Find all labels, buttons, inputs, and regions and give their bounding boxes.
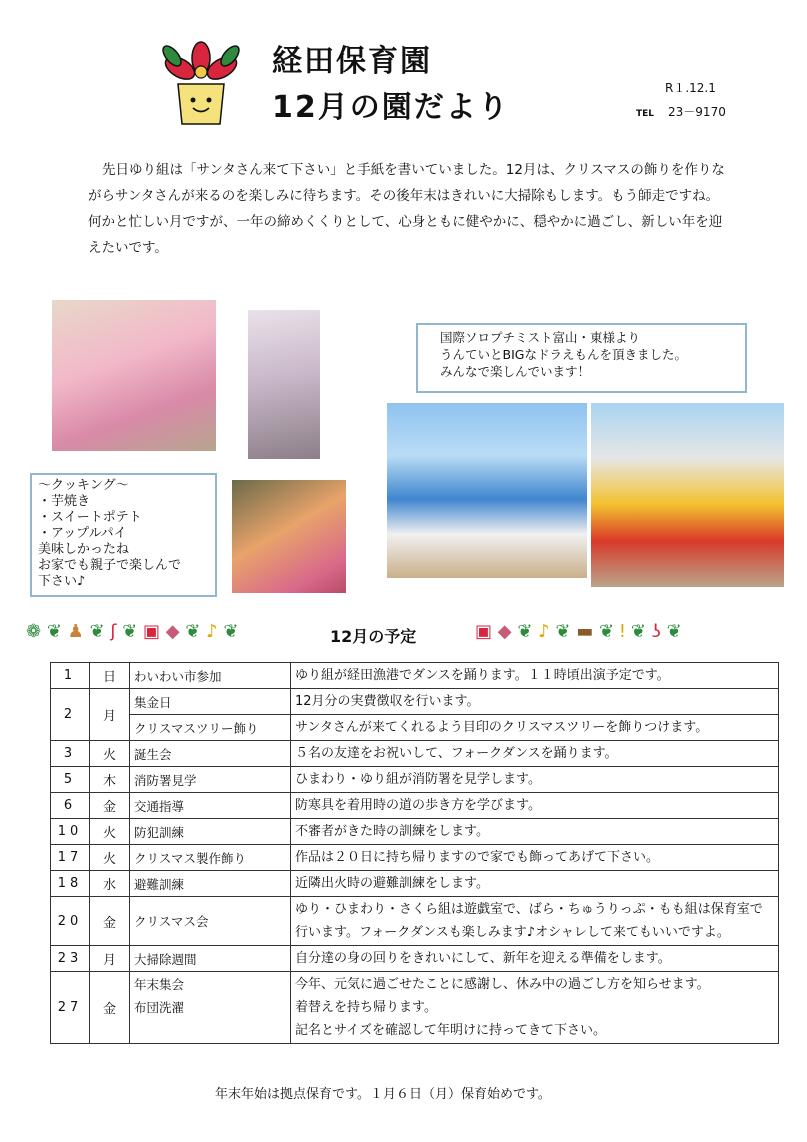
table-row: 18 水 避難訓練 近隣出火時の避難訓練をします。 bbox=[51, 871, 779, 897]
christmas-decoration-right bbox=[475, 622, 682, 642]
cooking-item: ・芋焼き bbox=[38, 494, 91, 509]
photo-doraemon-slide bbox=[591, 403, 784, 587]
table-row: 10 火 防犯訓練 不審者がきた時の訓練をします。 bbox=[51, 819, 779, 845]
poinsettia-logo-icon bbox=[158, 38, 244, 128]
candy-cane-icon: ʃ bbox=[110, 621, 117, 642]
candle-icon: ǃ bbox=[619, 621, 626, 642]
tel-label: TEL bbox=[636, 109, 655, 119]
table-row: 23 月 大掃除週間 自分達の身の回りをきれいにして、新年を迎える準備をします。 bbox=[51, 946, 779, 972]
cooking-line-2: お家でも親子で楽しんで bbox=[38, 558, 182, 573]
christmas-decoration-left bbox=[26, 622, 238, 642]
table-row: 1 日 わいわい市参加 ゆり組が経田漁港でダンスを踊ります。１１時頃出演予定です。 bbox=[51, 663, 779, 689]
holly-icon: ❦ bbox=[555, 621, 571, 642]
tel-number: 23－9170 bbox=[668, 105, 726, 119]
gingerbread-icon: ♟ bbox=[67, 621, 84, 642]
stocking-icon: ʖ bbox=[651, 621, 661, 642]
bell-icon: ♪ bbox=[538, 621, 550, 642]
newsletter-subtitle: 12月の園だより bbox=[272, 90, 510, 125]
yule-log-icon: ▬ bbox=[576, 621, 594, 642]
table-row: 20 金 クリスマス会 ゆり・ひまわり・さくら組は遊戯室で、ばら・ちゅうりっぷ・もも組は保育室で行います。フォークダンスも楽しみます♪オシャレして来てもいいですよ。 bbox=[51, 897, 779, 946]
donation-line-2: うんていとBIGなドラえもんを頂きました。 bbox=[440, 347, 687, 362]
photo-doraemon-playground bbox=[387, 403, 587, 578]
footer-note: 年末年始は拠点保育です。１月６日（月）保育始めです。 bbox=[215, 1087, 551, 1102]
holly-icon: ❦ bbox=[630, 621, 646, 642]
holly-icon: ❦ bbox=[666, 621, 682, 642]
gift-icon: ▣ bbox=[475, 621, 493, 642]
donation-line-3: みんなで楽しんでいます！ bbox=[440, 364, 591, 379]
photo-child-apple bbox=[232, 480, 346, 593]
gift-bag-icon: ◆ bbox=[497, 621, 512, 642]
holly-icon: ❦ bbox=[46, 621, 62, 642]
table-row: 2 月 集金日 12月分の実費徴収を行います。 bbox=[51, 689, 779, 715]
cooking-heading: ～クッキング～ bbox=[38, 478, 129, 493]
intro-paragraph: 先日ゆり組は「サンタさん来て下さい」と手紙を書いていました。12月は、クリスマスの飾りを作りながらサンタさんが来るのを楽しみに待ちます。その後年末はきれいに大掃除もします。もう師走ですね。何かと忙しい月ですが、一年の締めくくりとして、心身ともに健やかに、穏やかに過ごし、新しい年を迎えたいです。 bbox=[88, 162, 725, 256]
donation-info-box bbox=[416, 323, 747, 393]
gift-bag-icon: ◆ bbox=[165, 621, 180, 642]
holly-icon: ❦ bbox=[517, 621, 533, 642]
schedule-title: 12月の予定 bbox=[330, 627, 417, 646]
donation-line-1: 国際ソロプチミスト富山・東様より bbox=[440, 330, 641, 345]
cooking-item: ・スイートポテト bbox=[38, 510, 142, 525]
cooking-item: ・アップルパイ bbox=[38, 526, 127, 541]
holly-icon: ❦ bbox=[122, 621, 138, 642]
gift-icon: ▣ bbox=[142, 621, 160, 642]
issue-date: R１.12.1 bbox=[665, 81, 716, 95]
table-row: 17 火 クリスマス製作飾り 作品は２０日に持ち帰りますので家でも飾ってあげて下さい。 bbox=[51, 845, 779, 871]
wreath-icon: ❁ bbox=[26, 621, 42, 642]
photo-cooking-girls bbox=[52, 300, 216, 451]
table-row: クリスマスツリー飾り サンタさんが来てくれるよう目印のクリスマスツリーを飾りつけます。 bbox=[51, 715, 779, 741]
table-row: 5 木 消防署見学 ひまわり・ゆり組が消防署を見学します。 bbox=[51, 767, 779, 793]
newsletter-title: 経田保育園 bbox=[272, 44, 432, 79]
table-row: 3 火 誕生会 ５名の友達をお祝いして、フォークダンスを踊ります。 bbox=[51, 741, 779, 767]
holly-icon: ❦ bbox=[185, 621, 201, 642]
holly-icon: ❦ bbox=[89, 621, 105, 642]
cooking-line-3: 下さい♪ bbox=[38, 574, 86, 589]
schedule-table bbox=[50, 662, 779, 1044]
cooking-line-1: 美味しかったね bbox=[38, 542, 130, 557]
multi-event-cell: 年末集会 布団洗濯 bbox=[130, 972, 291, 1044]
table-row: 27 金 年末集会 布団洗濯 今年、元気に過ごせたことに感謝し、休み中の過ごし方を知らせます。 着替えを持ち帰ります。 記名とサイズを確認して年明けに持ってきて下さい。 bbox=[51, 972, 779, 1044]
bell-icon: ♪ bbox=[206, 621, 218, 642]
holly-icon: ❦ bbox=[223, 621, 239, 642]
photo-cooking-child bbox=[248, 310, 320, 459]
multi-desc-cell: 今年、元気に過ごせたことに感謝し、休み中の過ごし方を知らせます。 着替えを持ち帰ります。 記名とサイズを確認して年明けに持ってきて下さい。 bbox=[291, 972, 779, 1044]
table-row: 6 金 交通指導 防寒具を着用時の道の歩き方を学びます。 bbox=[51, 793, 779, 819]
holly-icon: ❦ bbox=[598, 621, 615, 642]
telephone bbox=[636, 103, 726, 120]
cooking-box bbox=[30, 473, 217, 597]
